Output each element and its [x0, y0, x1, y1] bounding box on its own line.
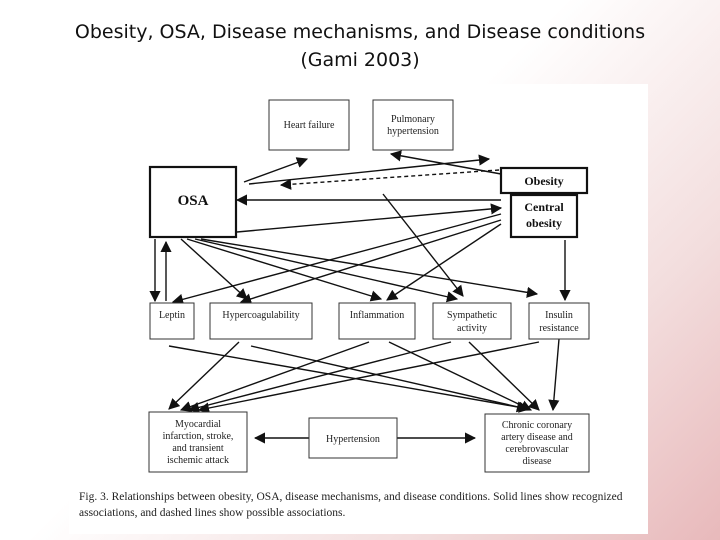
arrow-obesity-inflammation	[387, 224, 501, 300]
node-hypercoagulability	[210, 303, 312, 339]
node-chronic-label-1: Chronic coronary	[501, 420, 573, 431]
node-inflammation	[339, 303, 415, 339]
node-inflammation-label: Inflammation	[349, 310, 405, 321]
node-central-obesity-label-2: obesity	[526, 216, 562, 230]
node-insulin-resistance-label-1: Insulin	[545, 310, 573, 321]
slide-title	[0, 18, 720, 74]
node-hypertension-label: Hypertension	[326, 434, 380, 445]
node-leptin-label: Leptin	[158, 310, 186, 321]
node-heart-failure	[269, 100, 349, 150]
node-obesity	[501, 168, 587, 193]
node-obesity-label: Obesity	[524, 174, 564, 188]
arrow-osa-insulin	[201, 239, 537, 294]
node-mi-label-2: infarction, stroke,	[162, 431, 234, 442]
figure-panel	[69, 84, 648, 534]
node-central-obesity-label-1: Central	[524, 200, 564, 214]
node-chronic-label-4: disease	[522, 456, 552, 467]
node-osa-label: OSA	[177, 193, 209, 209]
node-pulmonary-hypertension-label-2: hypertension	[387, 126, 439, 137]
slide-title-line-1: Obesity, OSA, Disease mechanisms, and Disease conditions	[74, 21, 646, 43]
caption-text: Relationships between obesity, OSA, disease mechanisms, and disease conditions. Solid lines show recognized associations, and dashed lines show possible associations.	[79, 491, 623, 519]
arrow-obesity-pulmonary-hypertension	[391, 154, 501, 174]
arrow-insulin-chronic	[553, 339, 559, 410]
node-mi-label-4: ischemic attack	[167, 455, 229, 466]
arrow-central-obesity-sympathetic	[383, 194, 463, 296]
slide-title-line-2: (Gami 2003)	[300, 49, 420, 71]
node-mi-label-1: Myocardial	[174, 419, 222, 430]
node-chronic-coronary	[485, 414, 589, 472]
node-central-obesity	[511, 195, 577, 237]
arrow-hypercoag-chronic	[251, 346, 527, 409]
caption-label: Fig. 3.	[79, 491, 109, 503]
node-pulmonary-hypertension	[373, 100, 453, 150]
node-insulin-resistance	[529, 303, 589, 339]
arrow-osa-central-obesity	[237, 208, 501, 232]
node-heart-failure-label: Heart failure	[283, 120, 335, 131]
node-mi-label-3: and transient	[172, 443, 224, 454]
arrow-osa-pulmonary-hypertension	[249, 159, 489, 184]
arrow-osa-sympathetic	[195, 239, 457, 299]
relationship-diagram	[69, 84, 648, 484]
node-chronic-label-3: cerebrovascular	[505, 444, 569, 455]
node-hypertension	[309, 418, 397, 458]
node-sympathetic-activity-label-2: activity	[457, 323, 487, 334]
node-hypercoagulability-label: Hypercoagulability	[222, 310, 300, 321]
node-sympathetic-activity-label-1: Sympathetic	[447, 310, 497, 321]
node-leptin	[150, 303, 194, 339]
node-pulmonary-hypertension-label-1: Pulmonary	[391, 114, 435, 125]
node-insulin-resistance-label-2: resistance	[539, 323, 579, 334]
arrow-obesity-hypercoagulability	[241, 220, 501, 302]
node-osa	[150, 167, 236, 237]
node-sympathetic-activity	[433, 303, 511, 339]
figure-caption	[79, 489, 644, 521]
node-myocardial-infarction	[149, 412, 247, 472]
node-chronic-label-2: artery disease and	[501, 432, 573, 443]
